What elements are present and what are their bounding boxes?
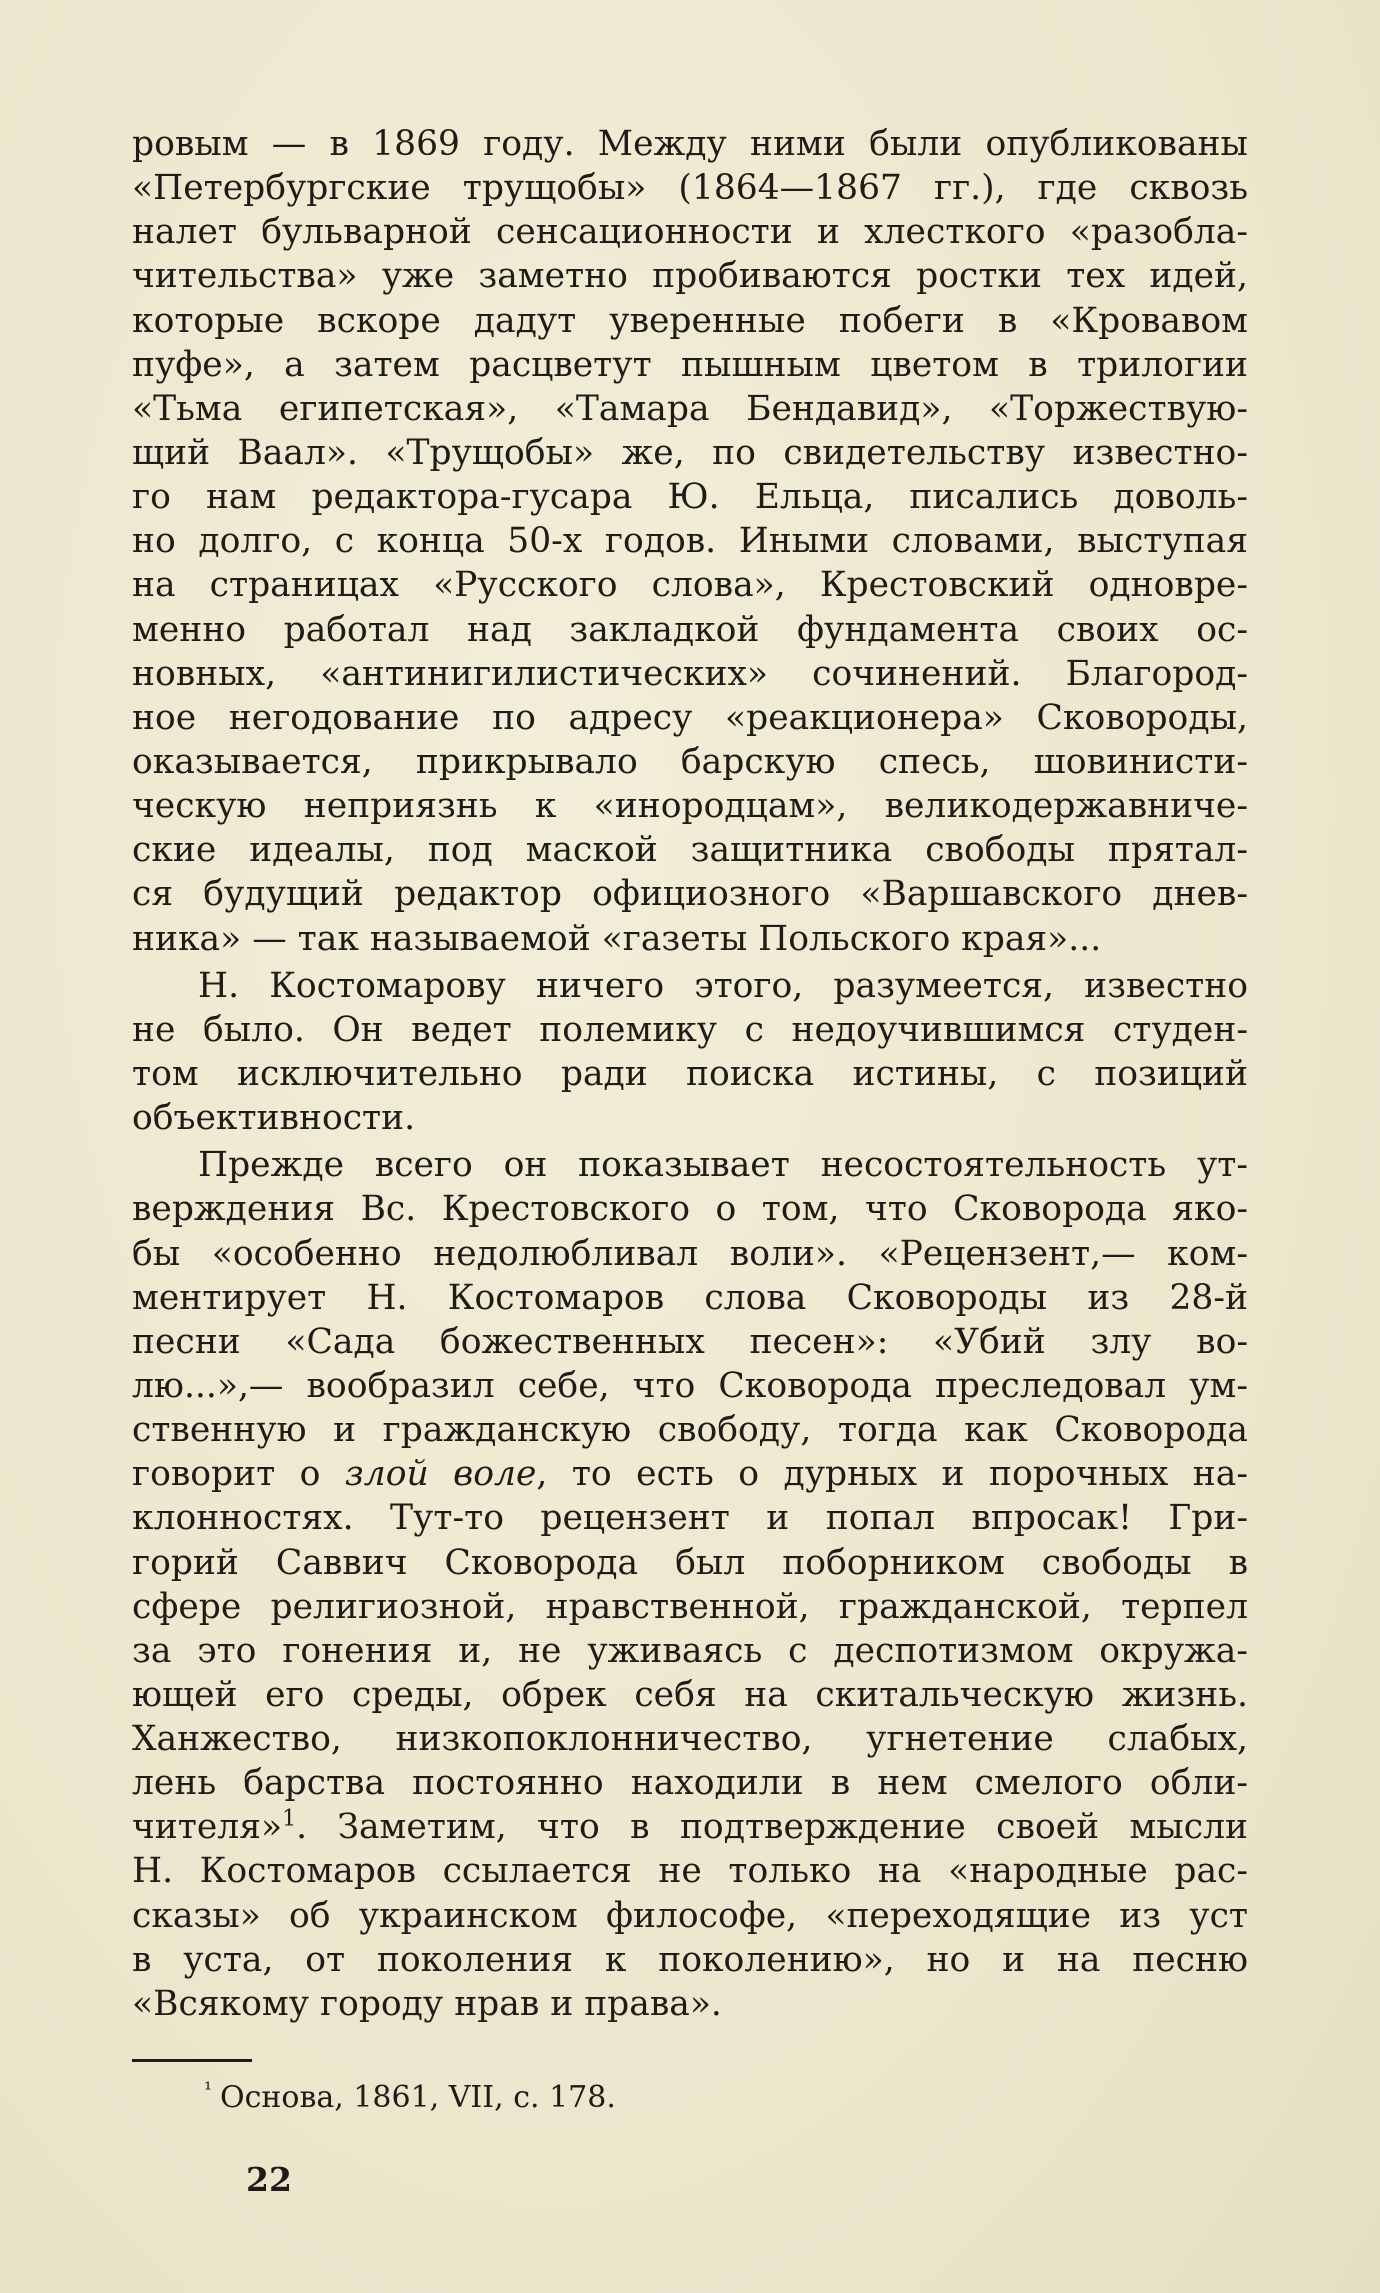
text-line: клонностях. Тут-то рецензент и попал впросак! Гри- [132,1498,1248,1539]
text-line: объективности. [132,1098,416,1139]
text-fragment: чителя» [132,1807,283,1848]
footnote [204,2078,616,2118]
main-text [132,122,1248,2026]
text-line: налет бульварной сенсационности и хлесткого «разобла- [132,212,1248,253]
footnote-text: Основа, 1861, VII, с. 178. [220,2080,616,2115]
text-line: в уста, от поколения к поколению», но и на песню [132,1939,1248,1980]
italic-phrase: злой воле [344,1454,537,1495]
text-line: оказывается, прикрывало барскую спесь, шовинисти- [132,741,1248,782]
text-line: лю...»,— вообразил себе, что Сковорода преследовал ум- [132,1365,1248,1406]
text-line: сказы» об украинском философе, «переходящие из уст [132,1895,1248,1936]
text-line: ментирует Н. Костомаров слова Сковороды из 28-й [132,1277,1248,1318]
text-line: но долго, с конца 50-х годов. Иными словами, выступая [132,521,1248,562]
text-line: чительства» уже заметно пробиваются ростки тех идей, [132,256,1248,297]
paragraph-1 [132,122,1248,961]
text-line: ственную и гражданскую свободу, тогда как Сковорода [132,1410,1248,1451]
footnote-divider [132,2059,252,2062]
text-line-with-footnote-ref [132,1805,1248,1849]
text-fragment: говорит о [132,1454,345,1495]
text-line: бы «особенно недолюбливал воли». «Рецензент,— ком- [132,1233,1248,1274]
text-line: новных, «антинигилистических» сочинений. Благород- [132,653,1248,694]
text-line: которые вскоре дадут уверенные побеги в «Кровавом [132,300,1248,341]
text-line: ские идеалы, под маской защитника свободы прятал- [132,830,1248,871]
footnote-reference[interactable]: 1 [282,1806,297,1832]
text-line: песни «Сада божественных песен»: «Убий злу во- [132,1321,1248,1362]
paragraph-3 [132,1143,1248,2026]
text-line: ника» — так называемой «газеты Польского края»... [132,918,1102,959]
text-line: лень барства постоянно находили в нем смелого обли- [132,1763,1248,1804]
text-line: Н. Костомарову ничего этого, разумеется, известно [198,965,1248,1006]
text-line: ся будущий редактор официозного «Варшавского днев- [132,874,1248,915]
text-line: ческую неприязнь к «инородцам», великодержавниче- [132,786,1248,827]
text-line: Н. Костомаров ссылается не только на «народные рас- [132,1851,1248,1892]
page-number: 22 [246,2160,292,2199]
paragraph-2 [132,964,1248,1141]
text-line: пуфе», а затем расцветут пышным цветом в трилогии [132,344,1248,385]
text-line: на страницах «Русского слова», Крестовский одновре- [132,565,1248,606]
text-line: ное негодование по адресу «реакционера» Сковороды, [132,697,1248,738]
text-line-with-italic [132,1452,1248,1496]
text-line: «Тьма египетская», «Тамара Бендавид», «Торжествую- [132,388,1248,429]
text-line: том исключительно ради поиска истины, с позиций [132,1053,1248,1094]
text-line: «Всякому городу нрав и права». [132,1983,722,2024]
text-line: сфере религиозной, нравственной, гражданской, терпел [132,1586,1248,1627]
text-line: «Петербургские трущобы» (1864—1867 гг.), где сквозь [132,168,1248,209]
text-line: менно работал над закладкой фундамента своих ос- [132,609,1248,650]
text-line: горий Саввич Сковорода был поборником свободы в [132,1542,1248,1583]
footnote-marker: ¹ [204,2077,213,2101]
text-line: верждения Вс. Крестовского о том, что Сковорода яко- [132,1189,1248,1230]
text-fragment: , то есть о дурных и порочных на- [536,1454,1248,1495]
text-fragment: . Заметим, что в подтверждение своей мысли [296,1807,1248,1848]
text-line: ющей его среды, обрек себя на скитальческую жизнь. [132,1674,1248,1715]
text-line: за это гонения и, не уживаясь с деспотизмом окружа- [132,1630,1248,1671]
text-line: Прежде всего он показывает несостоятельность ут- [198,1145,1248,1186]
text-line: Ханжество, низкопоклонничество, угнетение слабых, [132,1719,1248,1760]
text-line: не было. Он ведет полемику с недоучившимся студен- [132,1009,1248,1050]
text-line: го нам редактора-гусара Ю. Ельца, писались доволь- [132,477,1248,518]
text-line: щий Ваал». «Трущобы» же, по свидетельству известно- [132,432,1248,473]
text-line: ровым — в 1869 году. Между ними были опубликованы [132,124,1248,164]
